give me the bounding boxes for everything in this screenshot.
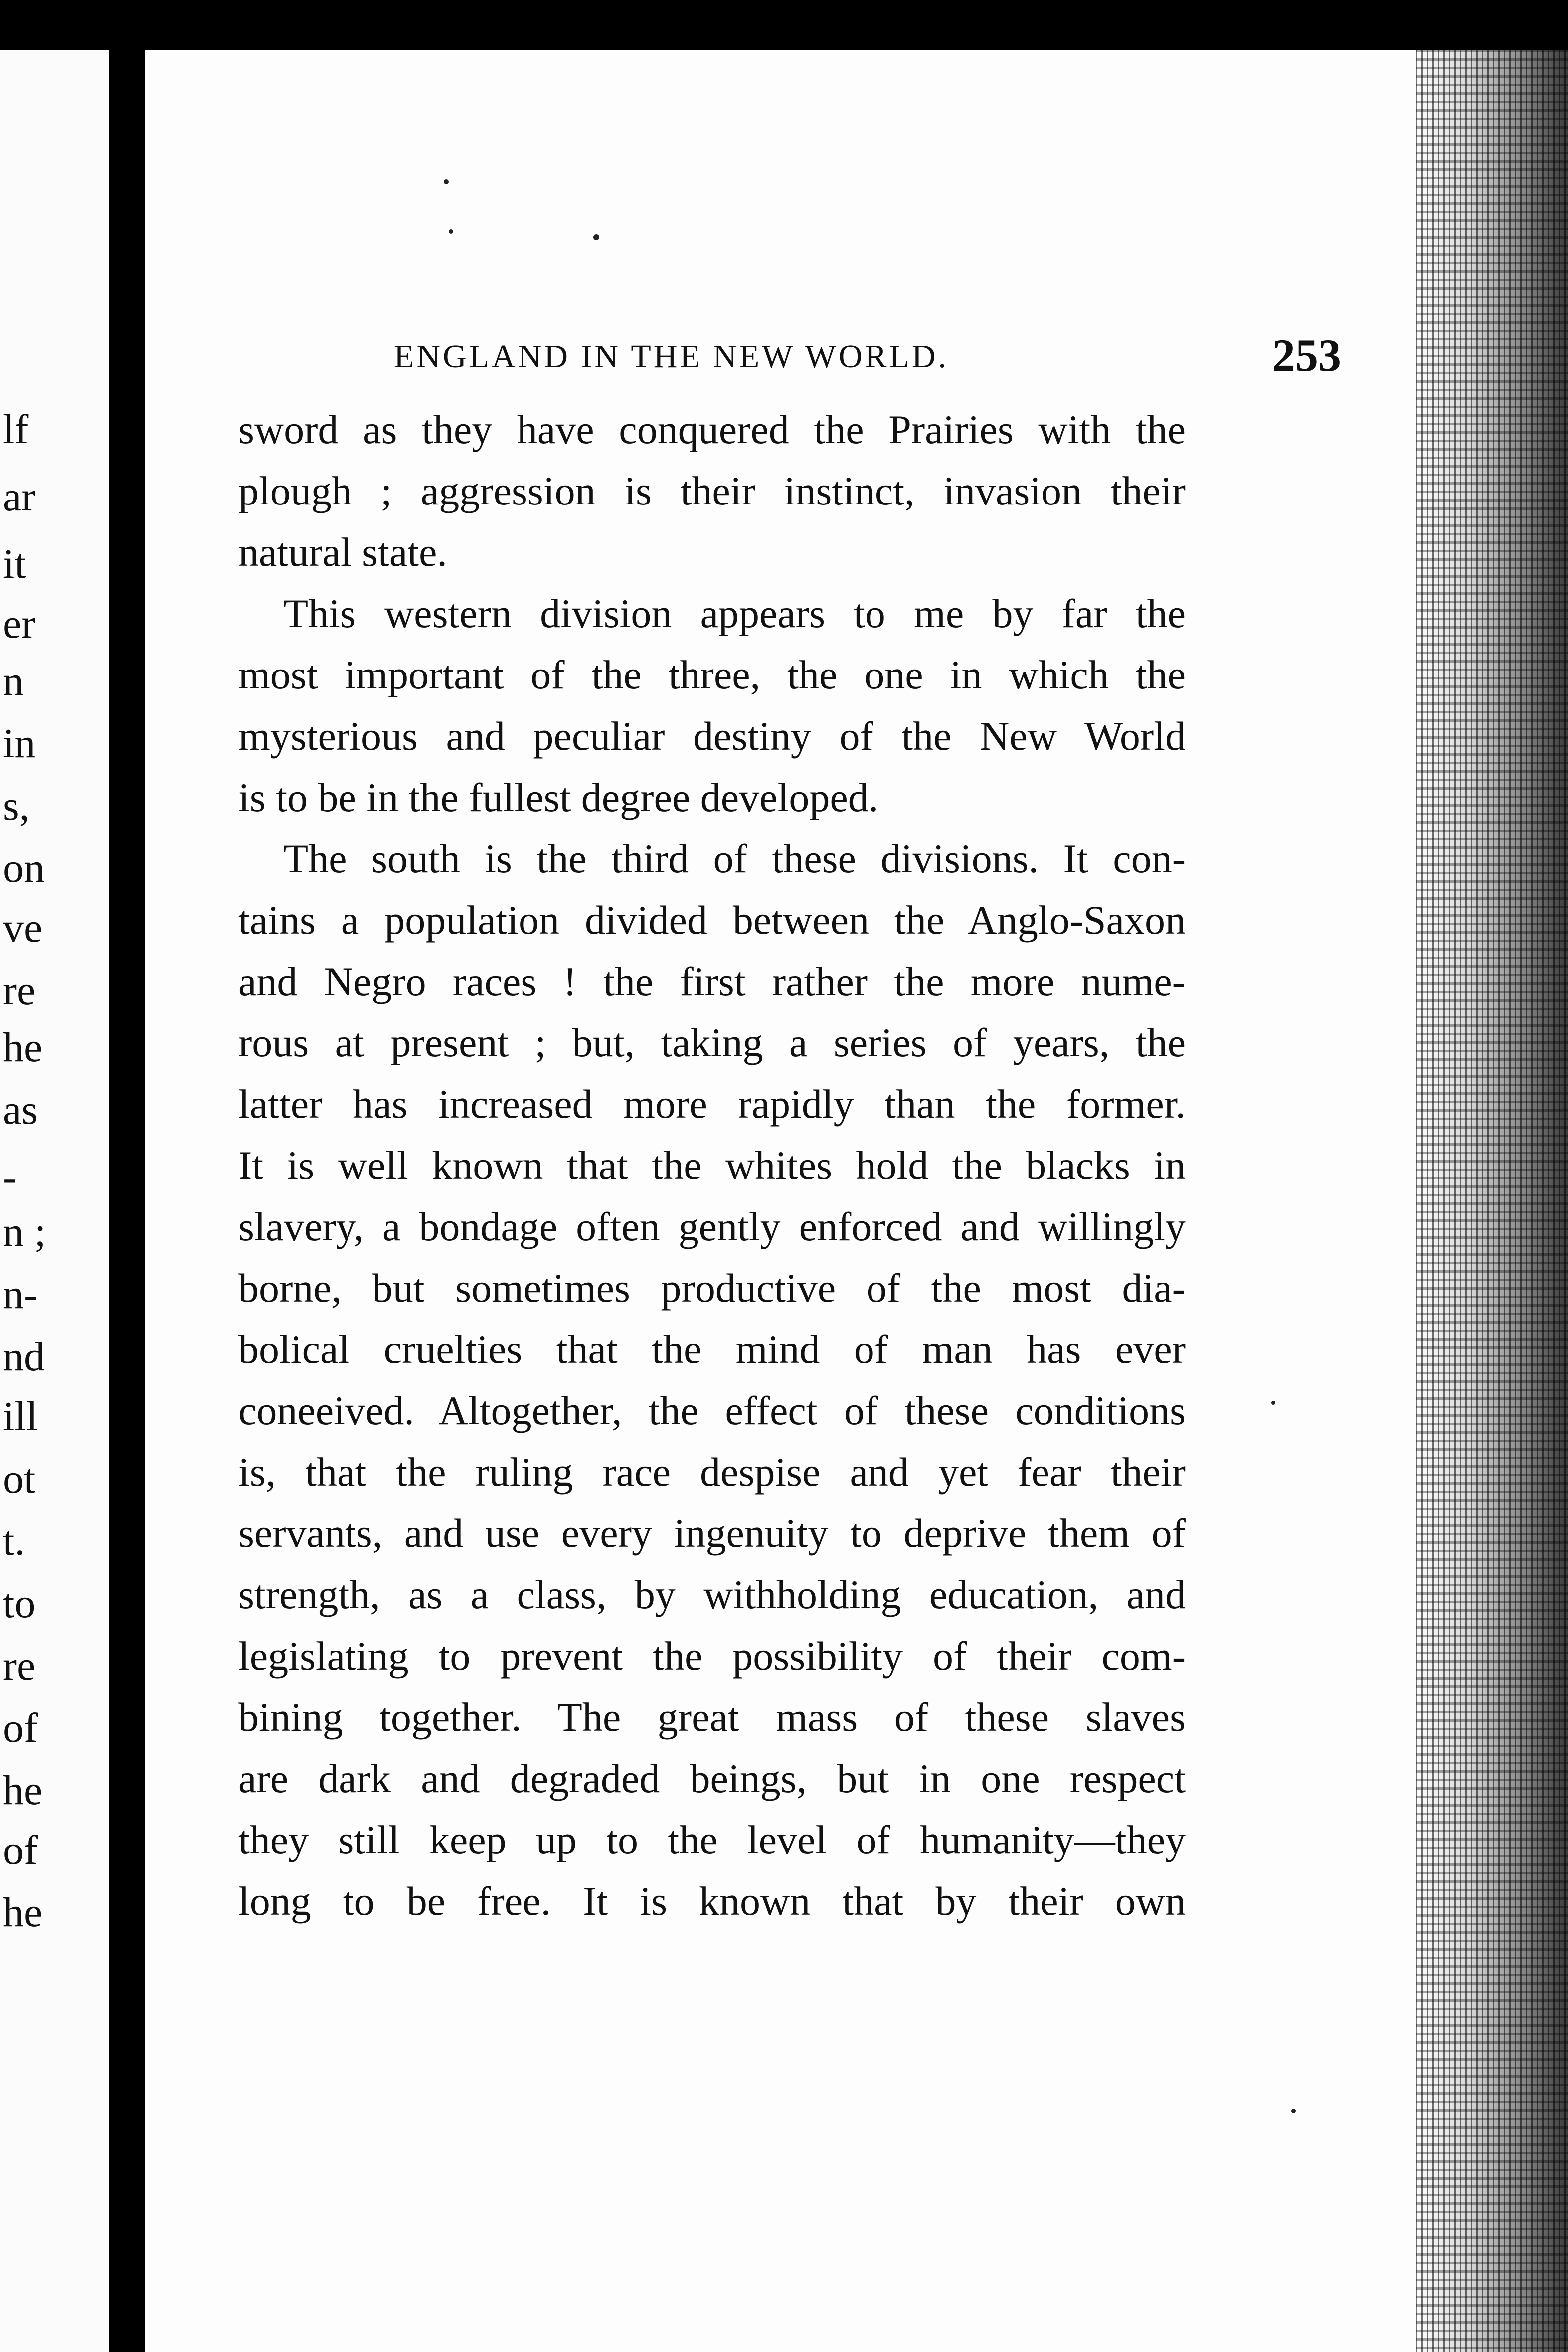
facing-page-fragment: as: [3, 1087, 38, 1133]
facing-page-fragment: he: [3, 1024, 43, 1071]
scan-speck: [444, 179, 449, 184]
facing-page-fragment: re: [3, 967, 36, 1013]
paragraph-1: [238, 399, 1186, 583]
text-line: strength, as a class, by withholding education, and: [238, 1572, 1186, 1617]
text-line: natural state.: [238, 529, 447, 575]
scan-speck: [593, 234, 599, 240]
text-line: they still keep up to the level of humanity—they: [238, 1817, 1186, 1862]
text-line: coneeived. Altogether, the effect of these conditions: [238, 1388, 1186, 1433]
facing-page-fragment: re: [3, 1643, 36, 1689]
text-line: long to be free. It is known that by their own: [238, 1878, 1186, 1924]
facing-page-fragment: it: [3, 541, 26, 587]
body-text: [238, 399, 1186, 1932]
text-line: and Negro races ! the first rather the more nume-: [238, 959, 1186, 1004]
text-line: bolical cruelties that the mind of man has ever: [238, 1327, 1186, 1372]
facing-page-fragment: t.: [3, 1518, 25, 1564]
paragraph-2: [238, 583, 1186, 828]
facing-page-fragment: on: [3, 845, 45, 891]
text-line: servants, and use every ingenuity to deprive them of: [238, 1511, 1186, 1556]
text-line: sword as they have conquered the Prairies with the: [238, 407, 1186, 452]
facing-page-fragment: nd: [3, 1334, 45, 1380]
scan-speck: [449, 229, 453, 234]
text-line: This western division appears to me by far the: [283, 591, 1186, 636]
facing-page-fragment: in: [3, 720, 36, 767]
running-head-title: ENGLAND IN THE NEW WORLD.: [394, 338, 949, 375]
text-line: slavery, a bondage often gently enforced and willingly: [238, 1204, 1186, 1249]
page-number: 253: [1272, 330, 1341, 381]
text-line: are dark and degraded beings, but in one respect: [238, 1756, 1186, 1801]
text-line: tains a population divided between the Anglo-Saxon: [238, 897, 1186, 943]
text-line: mysterious and peculiar destiny of the New World: [238, 713, 1186, 759]
facing-page-fragment: ill: [3, 1393, 38, 1440]
text-line: legislating to prevent the possibility of their com-: [238, 1633, 1186, 1679]
facing-page-fragment: s,: [3, 783, 30, 829]
book-page: [145, 50, 1568, 2352]
facing-page-fragment: to: [3, 1580, 36, 1627]
text-line: is, that the ruling race despise and yet fear their: [238, 1449, 1186, 1495]
running-head: [394, 329, 1341, 384]
facing-page-fragment: of: [3, 1827, 38, 1873]
facing-page-fragment: n ;: [3, 1209, 46, 1255]
facing-page-fragment: lf: [3, 406, 29, 453]
scan-speck: [1291, 2109, 1296, 2113]
text-line: most important of the three, the one in which the: [238, 652, 1186, 697]
facing-page-fragment: of: [3, 1705, 38, 1751]
text-line: latter has increased more rapidly than the former.: [238, 1081, 1186, 1127]
facing-page-fragment: ot: [3, 1456, 36, 1502]
facing-page-fragment: he: [3, 1767, 43, 1814]
facing-page-fragment: er: [3, 601, 36, 647]
text-line: plough ; aggression is their instinct, invasion their: [238, 468, 1186, 513]
facing-page-fragment: ar: [3, 474, 36, 520]
paragraph-3: [238, 828, 1186, 1932]
facing-page-edge: [0, 50, 114, 2352]
page-edge-shadow: [1416, 50, 1568, 2352]
text-line: It is well known that the whites hold the blacks in: [238, 1143, 1186, 1188]
text-line: The south is the third of these divisions. It con-: [283, 836, 1186, 881]
text-line: bining together. The great mass of these slaves: [238, 1694, 1186, 1740]
scan-border-top: [0, 0, 1568, 50]
facing-page-fragment: -: [3, 1154, 17, 1200]
facing-page-fragment: ve: [3, 905, 43, 951]
text-line: borne, but sometimes productive of the most dia-: [238, 1265, 1186, 1311]
facing-page-fragment: he: [3, 1889, 43, 1936]
facing-page-fragment: n: [3, 658, 24, 704]
text-line: is to be in the fullest degree developed.: [238, 775, 879, 820]
facing-page-fragment: n-: [3, 1271, 38, 1318]
scan-speck: [1271, 1401, 1275, 1405]
text-line: rous at present ; but, taking a series of years, the: [238, 1020, 1186, 1065]
